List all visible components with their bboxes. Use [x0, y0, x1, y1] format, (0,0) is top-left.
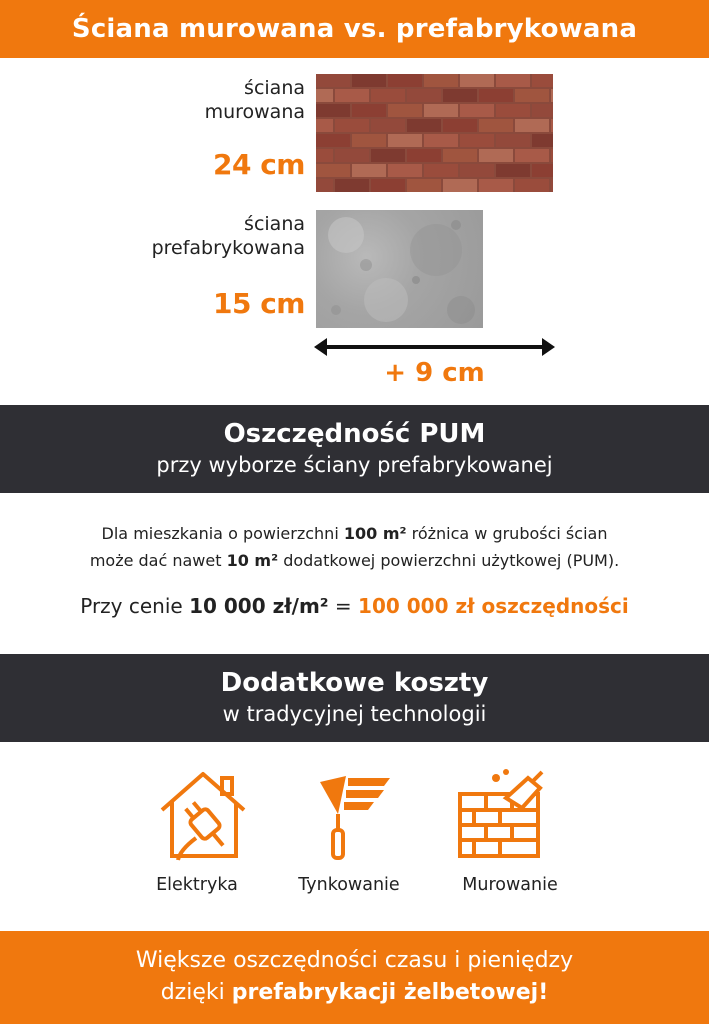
cost-label-plastering: Tynkowanie	[298, 875, 400, 895]
savings-title: Oszczędność PUM	[223, 419, 486, 449]
costs-title: Dodatkowe koszty	[220, 668, 489, 698]
area-value: 100 m²	[343, 524, 407, 543]
total-savings: 100 000 zł oszczędności	[358, 594, 629, 618]
costs-band	[0, 654, 709, 742]
masonry-label-line2: murowana	[204, 101, 305, 123]
savings-text-part: dodatkowej powierzchni użytkowej (PUM).	[278, 551, 620, 570]
masonry-thickness: 24 cm	[213, 148, 305, 181]
cost-label-masonry: Murowanie	[462, 875, 558, 895]
costs-subtitle: w tradycyjnej technologii	[222, 702, 487, 726]
cost-label-electrics: Elektryka	[156, 875, 238, 895]
footer-highlight: prefabrykacji żelbetowej!	[231, 980, 549, 1005]
savings-text-part: może dać nawet	[89, 551, 227, 570]
price-per-m2: 10 000 zł/m²	[189, 594, 329, 618]
footer-line1: Większe oszczędności czasu i pieniędzy	[135, 948, 574, 973]
footer-banner	[0, 931, 709, 1024]
brick-wall-image	[316, 74, 553, 192]
concrete-wall-image	[316, 210, 483, 328]
footer-line2	[0, 977, 709, 1009]
savings-band	[0, 405, 709, 493]
prefab-thickness: 15 cm	[213, 287, 305, 320]
thickness-difference: + 9 cm	[384, 358, 485, 388]
savings-subtitle: przy wyborze ściany prefabrykowanej	[156, 453, 553, 477]
price-line	[10, 594, 699, 618]
extra-area-value: 10 m²	[226, 551, 279, 570]
savings-paragraph	[20, 520, 689, 574]
trowel-icon	[310, 768, 400, 862]
masonry-label-line1: ściana	[244, 77, 305, 99]
prefab-label-line2: prefabrykowana	[151, 237, 305, 259]
header-banner	[0, 0, 709, 58]
house-plug-icon	[158, 768, 248, 862]
page-title: Ściana murowana vs. prefabrykowana	[71, 14, 638, 44]
savings-text-part: Dla mieszkania o powierzchni	[101, 524, 344, 543]
savings-text-part: różnica w grubości ścian	[406, 524, 608, 543]
price-equals: =	[328, 594, 359, 618]
difference-arrow-icon	[314, 336, 555, 358]
masonry-label	[205, 76, 305, 124]
footer-line2-part: dzięki	[160, 980, 232, 1005]
brick-wall-icon	[456, 768, 546, 862]
prefab-label	[152, 212, 305, 260]
prefab-label-line1: ściana	[244, 213, 305, 235]
price-text-part: Przy cenie	[80, 594, 190, 618]
